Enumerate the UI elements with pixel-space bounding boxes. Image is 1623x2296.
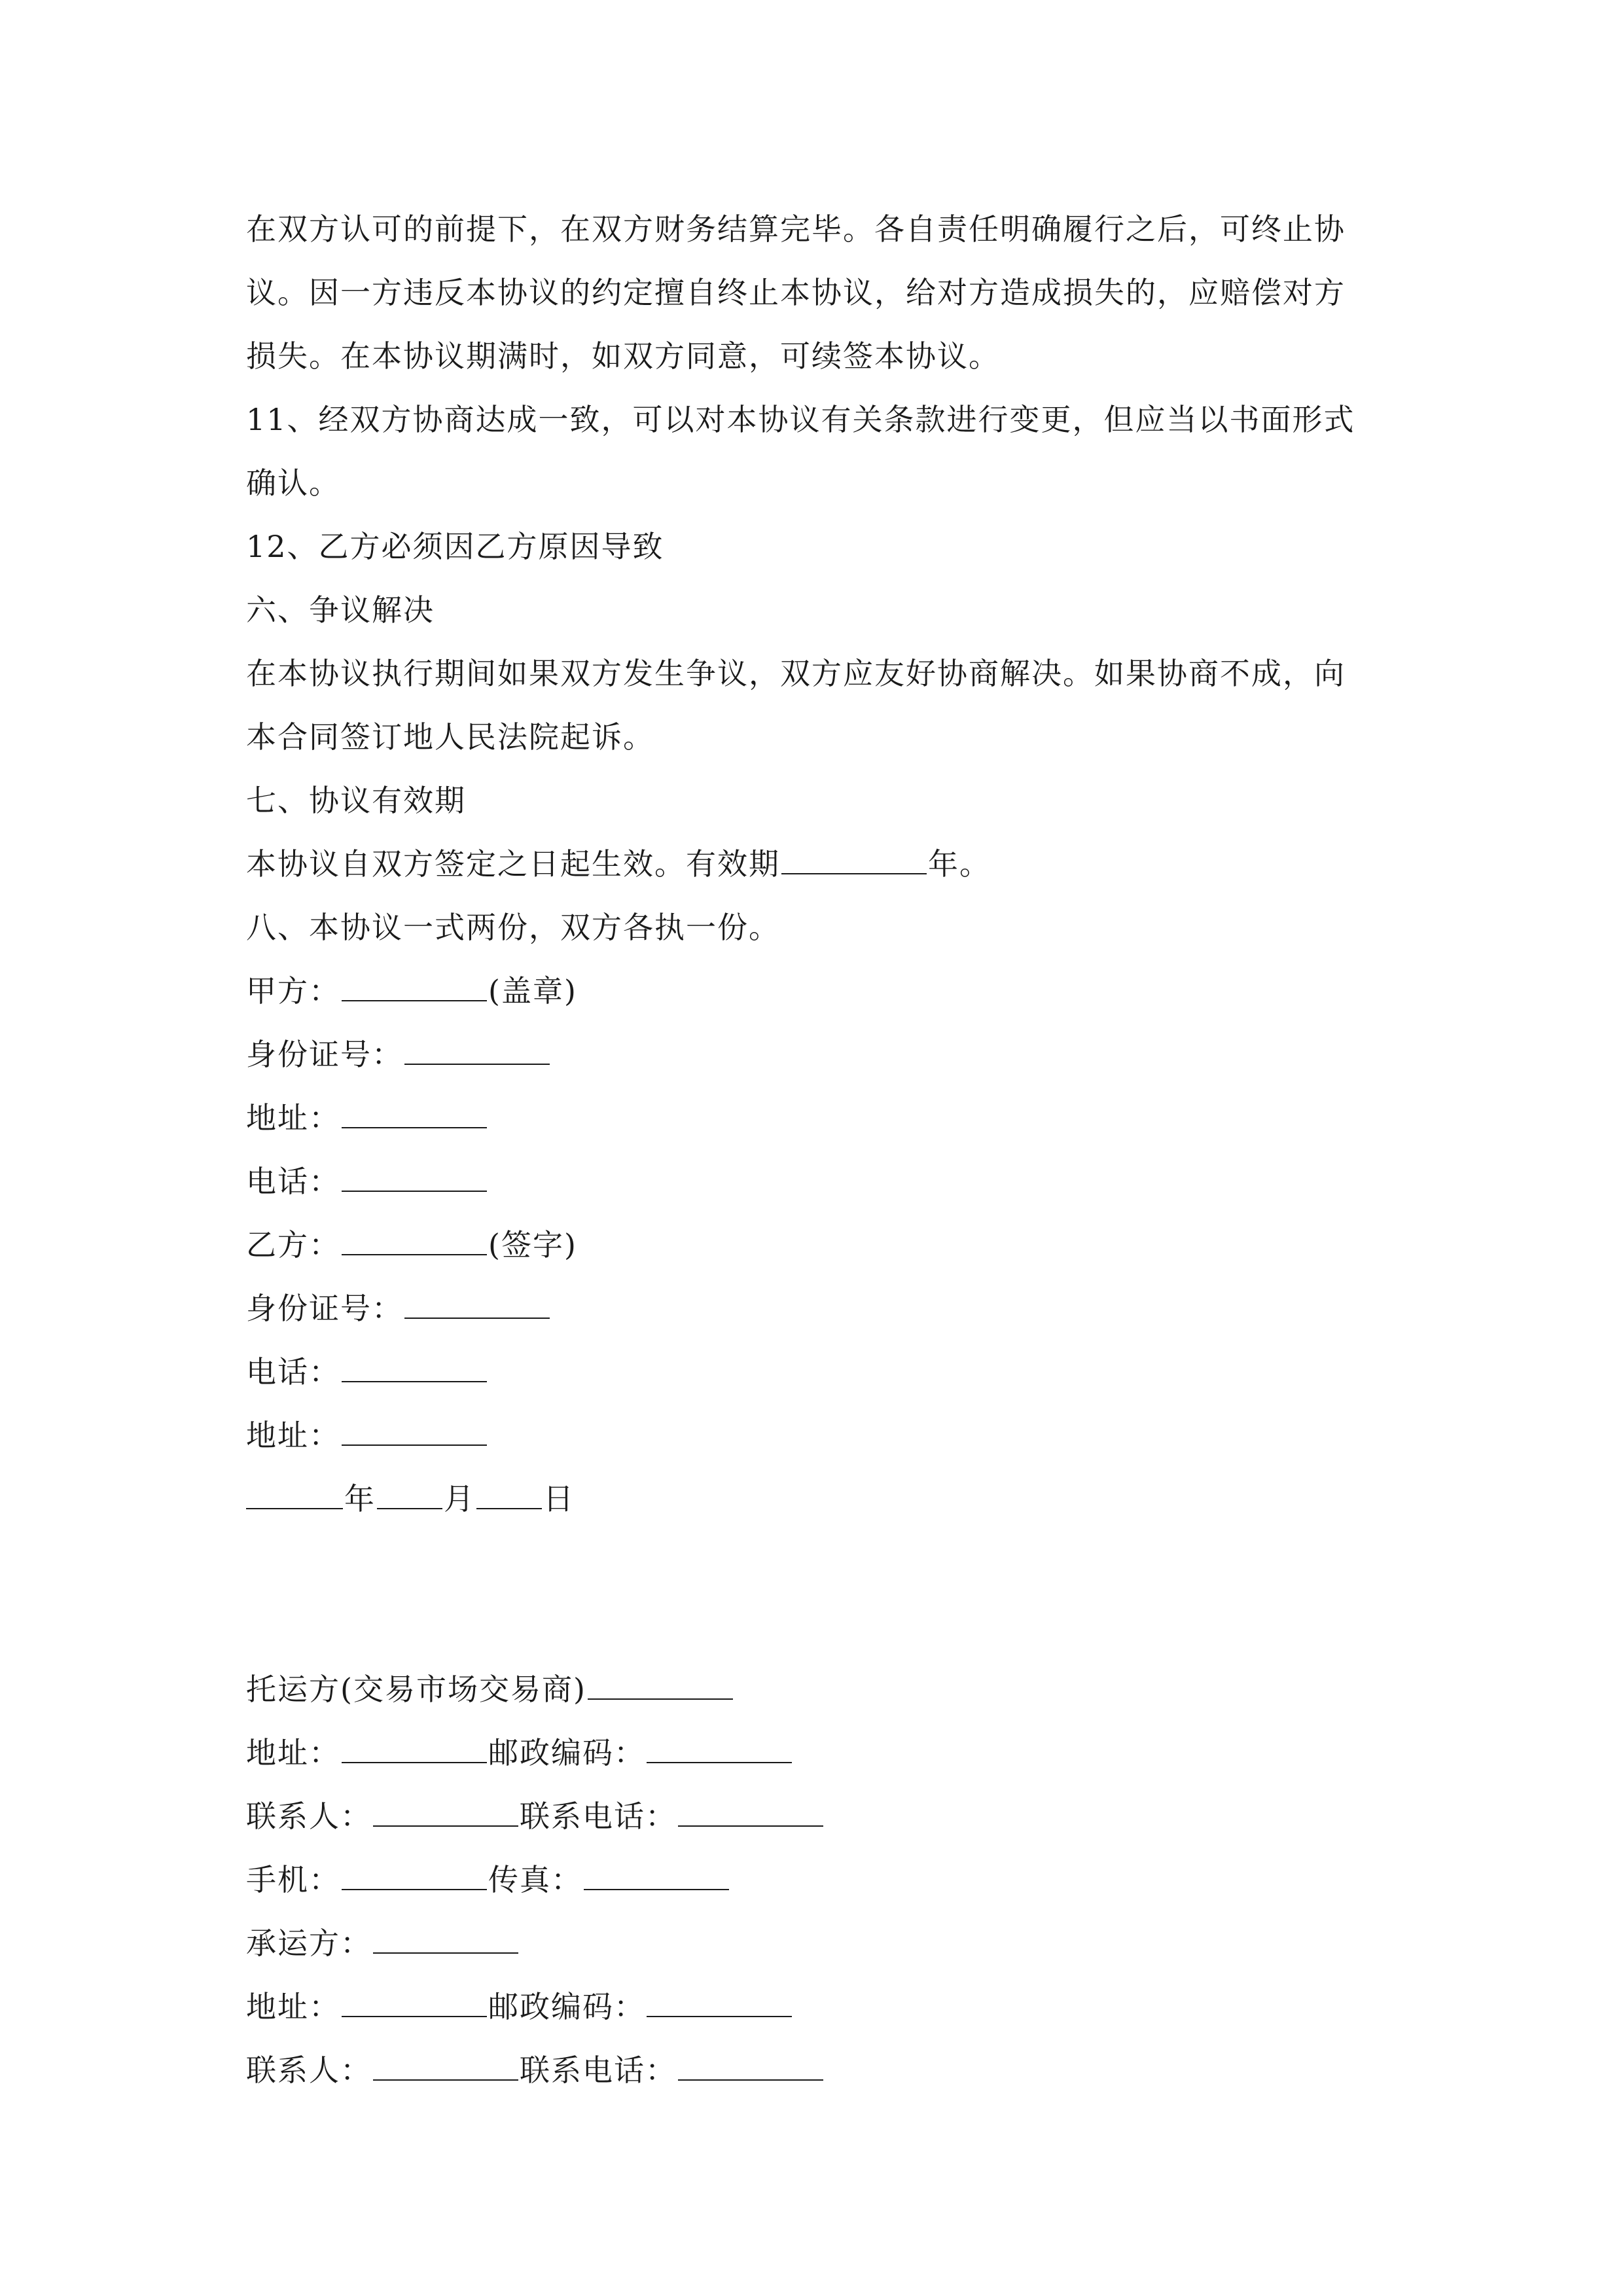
party-a-id-line [246,1023,1385,1086]
shipper-label: 托运方(交易市场交易商) [246,1672,586,1707]
shipper-contact-blank[interactable] [373,1799,518,1827]
shipper-mobile-blank[interactable] [342,1863,487,1890]
party-b-id-line [246,1277,1385,1340]
shipper-postcode-blank[interactable] [647,1736,792,1763]
clause-11: 11、经双方协商达成一致，可以对本协议有关条款进行变更，但应当以书面形式 [246,402,1355,437]
party-a-address-label: 地址： [246,1100,340,1136]
party-a-seal: (盖章) [488,973,577,1009]
section-heading-validity: 七、协议有效期 [246,783,466,818]
party-b-phone-label: 电话： [246,1354,340,1390]
party-a-id-label: 身份证号： [246,1037,403,1072]
shipper-address-line [246,1721,1385,1785]
document-page [246,198,1385,2102]
party-a-phone-line [246,1150,1385,1213]
paragraph-line: 损失。在本协议期满时，如双方同意，可续签本协议。 [246,338,1000,374]
party-a-label: 甲方： [246,973,340,1009]
validity-prefix: 本协议自双方签定之日起生效。有效期 [246,846,780,882]
copies-clause: 八、本协议一式两份，双方各执一份。 [246,910,780,945]
clause-12: 12、乙方必须因乙方原因导致 [246,529,664,564]
carrier-contact-phone-label: 联系电话： [520,2053,677,2088]
party-b-phone-line [246,1340,1385,1404]
party-a-line [246,960,1385,1023]
party-b-address-line [246,1404,1385,1467]
carrier-blank[interactable] [373,1926,518,1954]
carrier-postcode-blank[interactable] [647,1990,792,2017]
carrier-label: 承运方： [246,1926,372,1961]
shipper-contact-phone-blank[interactable] [678,1799,823,1827]
carrier-line [246,1912,1385,1975]
shipper-mobile-label: 手机： [246,1862,340,1897]
party-b-address-label: 地址： [246,1418,340,1453]
carrier-address-line [246,1975,1385,2039]
validity-years-blank[interactable] [781,847,927,874]
party-b-blank[interactable] [342,1228,487,1255]
year-label: 年 [344,1481,376,1516]
party-b-id-blank[interactable] [404,1291,550,1319]
carrier-address-label: 地址： [246,1989,340,2024]
paragraph-line: 在本协议执行期间如果双方发生争议，双方应友好协商解决。如果协商不成，向 [246,656,1346,691]
carrier-contact-line [246,2039,1385,2102]
section-heading-dispute: 六、争议解决 [246,592,435,628]
shipper-mobile-line [246,1848,1385,1912]
carrier-postcode-label: 邮政编码： [488,1989,645,2024]
date-line [246,1467,1385,1531]
party-a-phone-blank[interactable] [342,1164,487,1192]
party-a-id-blank[interactable] [404,1037,550,1065]
paragraph-line: 本合同签订地人民法院起诉。 [246,719,654,755]
paragraph-line: 在双方认可的前提下，在双方财务结算完毕。各自责任明确履行之后，可终止协 [246,211,1346,247]
year-blank[interactable] [246,1482,343,1509]
month-label: 月 [444,1481,475,1516]
party-b-label: 乙方： [246,1227,340,1263]
party-b-line [246,1213,1385,1277]
shipper-fax-label: 传真： [488,1862,582,1897]
carrier-contact-phone-blank[interactable] [678,2053,823,2081]
shipper-address-label: 地址： [246,1735,340,1770]
shipper-postcode-label: 邮政编码： [488,1735,645,1770]
carrier-address-blank[interactable] [342,1990,487,2017]
party-b-address-blank[interactable] [342,1418,487,1446]
validity-line [246,833,1385,896]
carrier-contact-label: 联系人： [246,2053,372,2088]
section-gap [246,1531,1385,1658]
shipper-line [246,1658,1385,1721]
party-a-address-line [246,1086,1385,1150]
shipper-fax-blank[interactable] [584,1863,729,1890]
shipper-contact-line [246,1785,1385,1848]
validity-suffix: 年。 [928,846,991,882]
shipper-contact-phone-label: 联系电话： [520,1799,677,1834]
shipper-address-blank[interactable] [342,1736,487,1763]
day-label: 日 [543,1481,575,1516]
party-a-blank[interactable] [342,974,487,1001]
party-b-phone-blank[interactable] [342,1355,487,1382]
shipper-contact-label: 联系人： [246,1799,372,1834]
party-a-address-blank[interactable] [342,1101,487,1128]
month-blank[interactable] [377,1482,442,1509]
shipper-blank[interactable] [588,1672,733,1700]
paragraph-line: 确认。 [246,465,340,501]
party-a-phone-label: 电话： [246,1164,340,1199]
party-b-id-label: 身份证号： [246,1291,403,1326]
carrier-contact-blank[interactable] [373,2053,518,2081]
party-b-sign: (签字) [488,1227,577,1263]
paragraph-line: 议。因一方违反本协议的约定擅自终止本协议，给对方造成损失的，应赔偿对方 [246,275,1346,310]
day-blank[interactable] [476,1482,542,1509]
